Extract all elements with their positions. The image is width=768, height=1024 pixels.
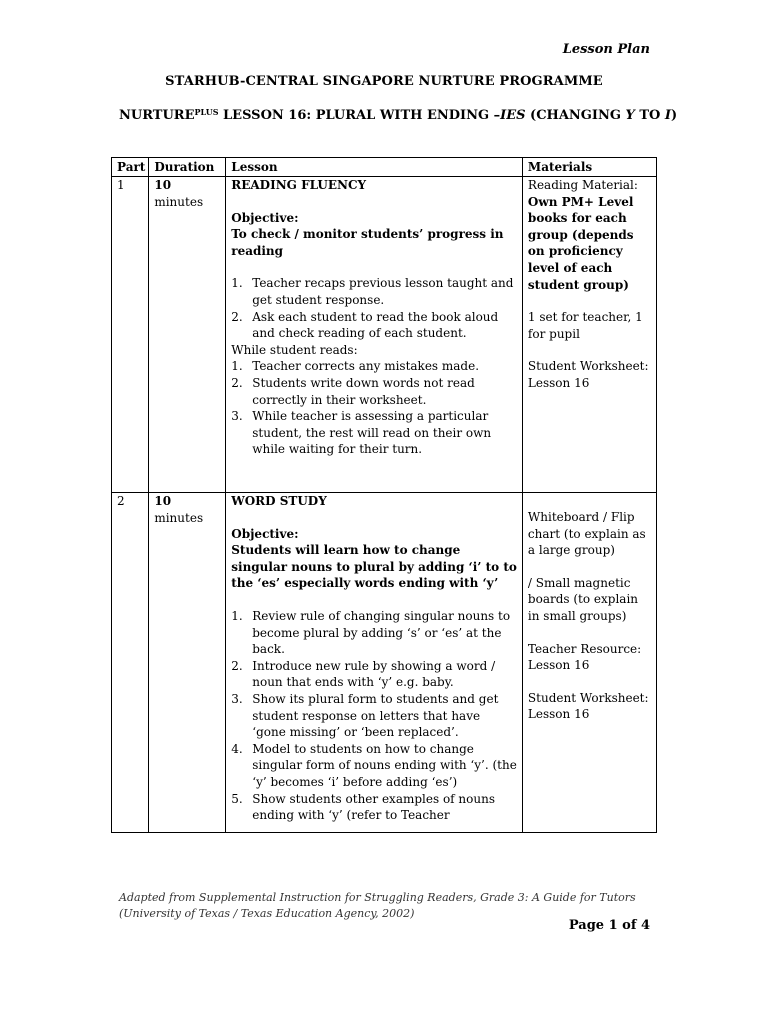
header-part: Part: [112, 158, 149, 177]
duration-unit: minutes: [154, 510, 204, 525]
while-steps-list: [231, 358, 517, 458]
lesson-to: TO: [634, 108, 665, 123]
page-number: Page 1 of 4: [568, 918, 650, 933]
table-header-row: [112, 158, 657, 177]
footer-citation: Adapted from Supplemental Instruction for Struggling Readers, Grade 3: A Guide for Tutors (University of Texas / Texas Education Agency, 2002): [119, 891, 636, 920]
lesson-cell: [226, 177, 523, 493]
header-materials: Materials: [522, 158, 656, 177]
header-duration: Duration: [149, 158, 226, 177]
duration-unit: minutes: [154, 194, 204, 209]
objective-label: Objective:: [231, 210, 299, 225]
while-label: While student reads:: [231, 342, 358, 357]
duration-cell: [149, 177, 226, 493]
table-row: [112, 493, 657, 833]
materials-cell: [522, 493, 656, 833]
list-item: 1. Review rule of changing singular nouns to become plural by adding ‘s’ or ‘es’ at the back.: [231, 608, 511, 657]
material-line: Own PM+ Level books for each group (depends on proficiency level of each student group): [527, 194, 634, 292]
lesson-i: I: [664, 108, 671, 123]
objective-label: Objective:: [231, 526, 299, 541]
lesson-title: [119, 108, 677, 123]
lesson-changing: (CHANGING: [525, 108, 626, 123]
part-cell: 1: [112, 177, 149, 493]
table-row: [112, 177, 657, 493]
material-line: Student Worksheet: Lesson 16: [527, 359, 649, 390]
part-cell: 2: [112, 493, 149, 833]
duration-cell: [149, 493, 226, 833]
lesson-prefix: NURTURE: [119, 108, 195, 123]
material-line: Teacher Resource: Lesson 16: [527, 641, 642, 673]
list-item: 2. Students write down words not read correctly in their worksheet.: [231, 375, 475, 407]
lesson-y: Y: [625, 108, 635, 123]
list-item: 4. Model to students on how to change singular form of nouns ending with ‘y’. (the ‘y’ becomes ‘i’ before adding ‘es’): [231, 741, 517, 789]
duration-value: 10: [154, 178, 172, 192]
material-line: Student Worksheet: Lesson 16: [527, 690, 649, 722]
lesson-superscript: PLUS: [194, 107, 219, 117]
material-line: 1 set for teacher, 1 for pupil: [527, 310, 643, 341]
steps-list: [231, 275, 517, 341]
steps-list: [231, 608, 517, 824]
list-item: 3. While teacher is assessing a particular student, the rest will read on their own while waiting for their turn.: [231, 409, 492, 457]
header-lesson: Lesson: [226, 158, 523, 177]
list-item: 1. Teacher corrects any mistakes made.: [231, 359, 480, 374]
materials-cell: [522, 177, 656, 493]
lesson-close: ): [670, 108, 678, 123]
objective-text: Students will learn how to change singular nouns to plural by adding ‘i’ to to the ‘es’ especially words ending with ‘y’: [231, 543, 517, 591]
section-title: WORD STUDY: [231, 494, 327, 508]
doc-type-label: Lesson Plan: [562, 42, 650, 57]
lesson-cell: [226, 493, 523, 833]
lesson-table: [111, 157, 657, 833]
objective-text: To check / monitor students’ progress in reading: [231, 227, 504, 258]
material-line: Reading Material:: [527, 178, 638, 192]
list-item: 5. Show students other examples of nouns ending with ‘y’ (refer to Teacher: [231, 791, 495, 823]
material-line: / Small magnetic boards (to explain in small groups): [527, 575, 639, 623]
material-line: Whiteboard / Flip chart (to explain as a large group): [527, 510, 646, 558]
programme-title: STARHUB-CENTRAL SINGAPORE NURTURE PROGRAMME: [165, 74, 603, 89]
list-item: 2. Ask each student to read the book aloud and check reading of each student.: [231, 309, 499, 341]
section-title: READING FLUENCY: [231, 178, 367, 192]
lesson-ies: IES: [500, 108, 526, 123]
list-item: 2. Introduce new rule by showing a word / noun that ends with ‘y’ e.g. baby.: [231, 658, 496, 690]
lesson-mid: LESSON 16: PLURAL WITH ENDING –: [218, 108, 501, 123]
duration-value: 10: [154, 494, 172, 508]
list-item: 3. Show its plural form to students and get student response on letters that have ‘gone missing’ or ‘been replaced’.: [231, 691, 499, 740]
list-item: 1. Teacher recaps previous lesson taught and get student response.: [231, 276, 514, 307]
